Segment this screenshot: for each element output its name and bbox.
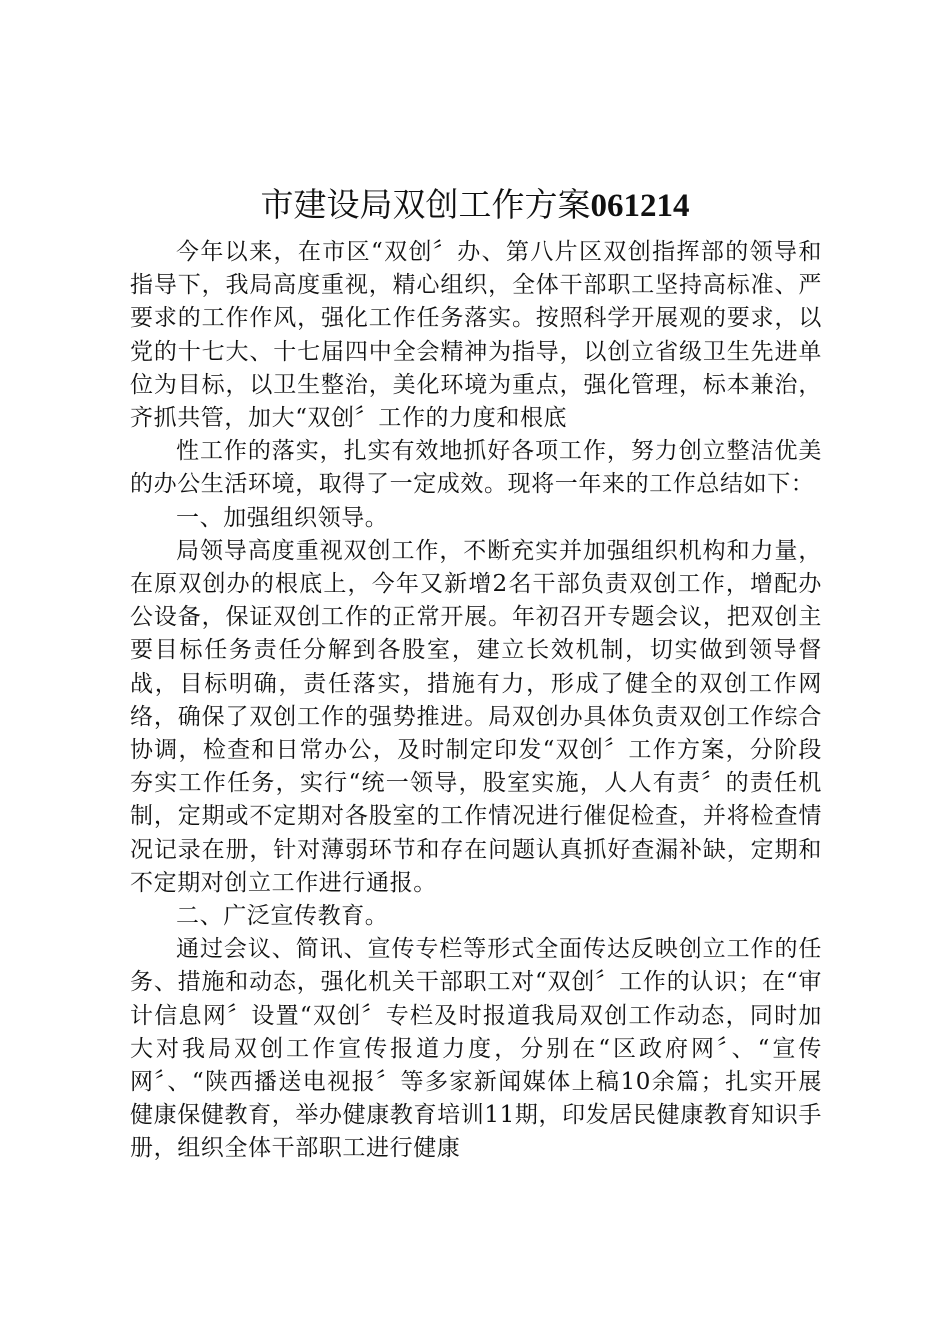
paragraph-intro: 今年以来，在市区“双创〞办、第八片区双创指挥部的领导和指导下，我局高度重视，精心组织，全体干部职工坚持高标准、严要求的工作作风，强化工作任务落实。按照科学开展观的要求，以党的十七大、十七届四中全会精神为指导，以创立省级卫生先进单位为目标，以卫生整治，美化环境为重点，强化管理，标本兼治，齐抓共管，加大“双创〞工作的力度和根底 xyxy=(130,239,822,432)
document-body xyxy=(130,236,822,1166)
title-main: 市建设局双创工作方案 xyxy=(260,185,591,224)
document-title xyxy=(130,183,820,228)
section-heading-organization: 一、加强组织领导。 xyxy=(176,504,389,531)
paragraph-publicity: 通过会议、简讯、宣传专栏等形式全面传达反映创立工作的任务、措施和动态，强化机关干部职工对“双创〞工作的认识；在“审计信息网〞设置“双创〞专栏及时报道我局双创工作动态，同时加大对我局双创工作宣传报道力度，分别在“区政府网〞、“宣传网〞、“陕西播送电视报〞等多家新闻媒体上稿10余篇；扎实开展健康保健教育，举办健康教育培训11期，印发居民健康教育知识手册，组织全体干部职工进行健康 xyxy=(130,936,822,1162)
paragraph-intro-continued: 性工作的落实，扎实有效地抓好各项工作，努力创立整洁优美的办公生活环境，取得了一定成效。现将一年来的工作总结如下： xyxy=(130,438,822,498)
paragraph-organization: 局领导高度重视双创工作，不断充实并加强组织机构和力量，在原双创办的根底上，今年又新增2名干部负责双创工作，增配办公设备，保证双创工作的正常开展。年初召开专题会议，把双创主要目标任务责任分解到各股室，建立长效机制，切实做到领导督战，目标明确，责任落实，措施有力，形成了健全的双创工作网络，确保了双创工作的强势推进。局双创办具体负责双创工作综合协调，检查和日常办公，及时制定印发“双创〞工作方案，分阶段夯实工作任务，实行“统一领导，股室实施，人人有责〞的责任机制，定期或不定期对各股室的工作情况进行催促检查，并将检查情况记录在册，针对薄弱环节和存在问题认真抓好查漏补缺，定期和不定期对创立工作进行通报。 xyxy=(130,537,822,896)
section-heading-publicity: 二、广泛宣传教育。 xyxy=(176,903,389,930)
title-code: 061214 xyxy=(590,188,690,224)
